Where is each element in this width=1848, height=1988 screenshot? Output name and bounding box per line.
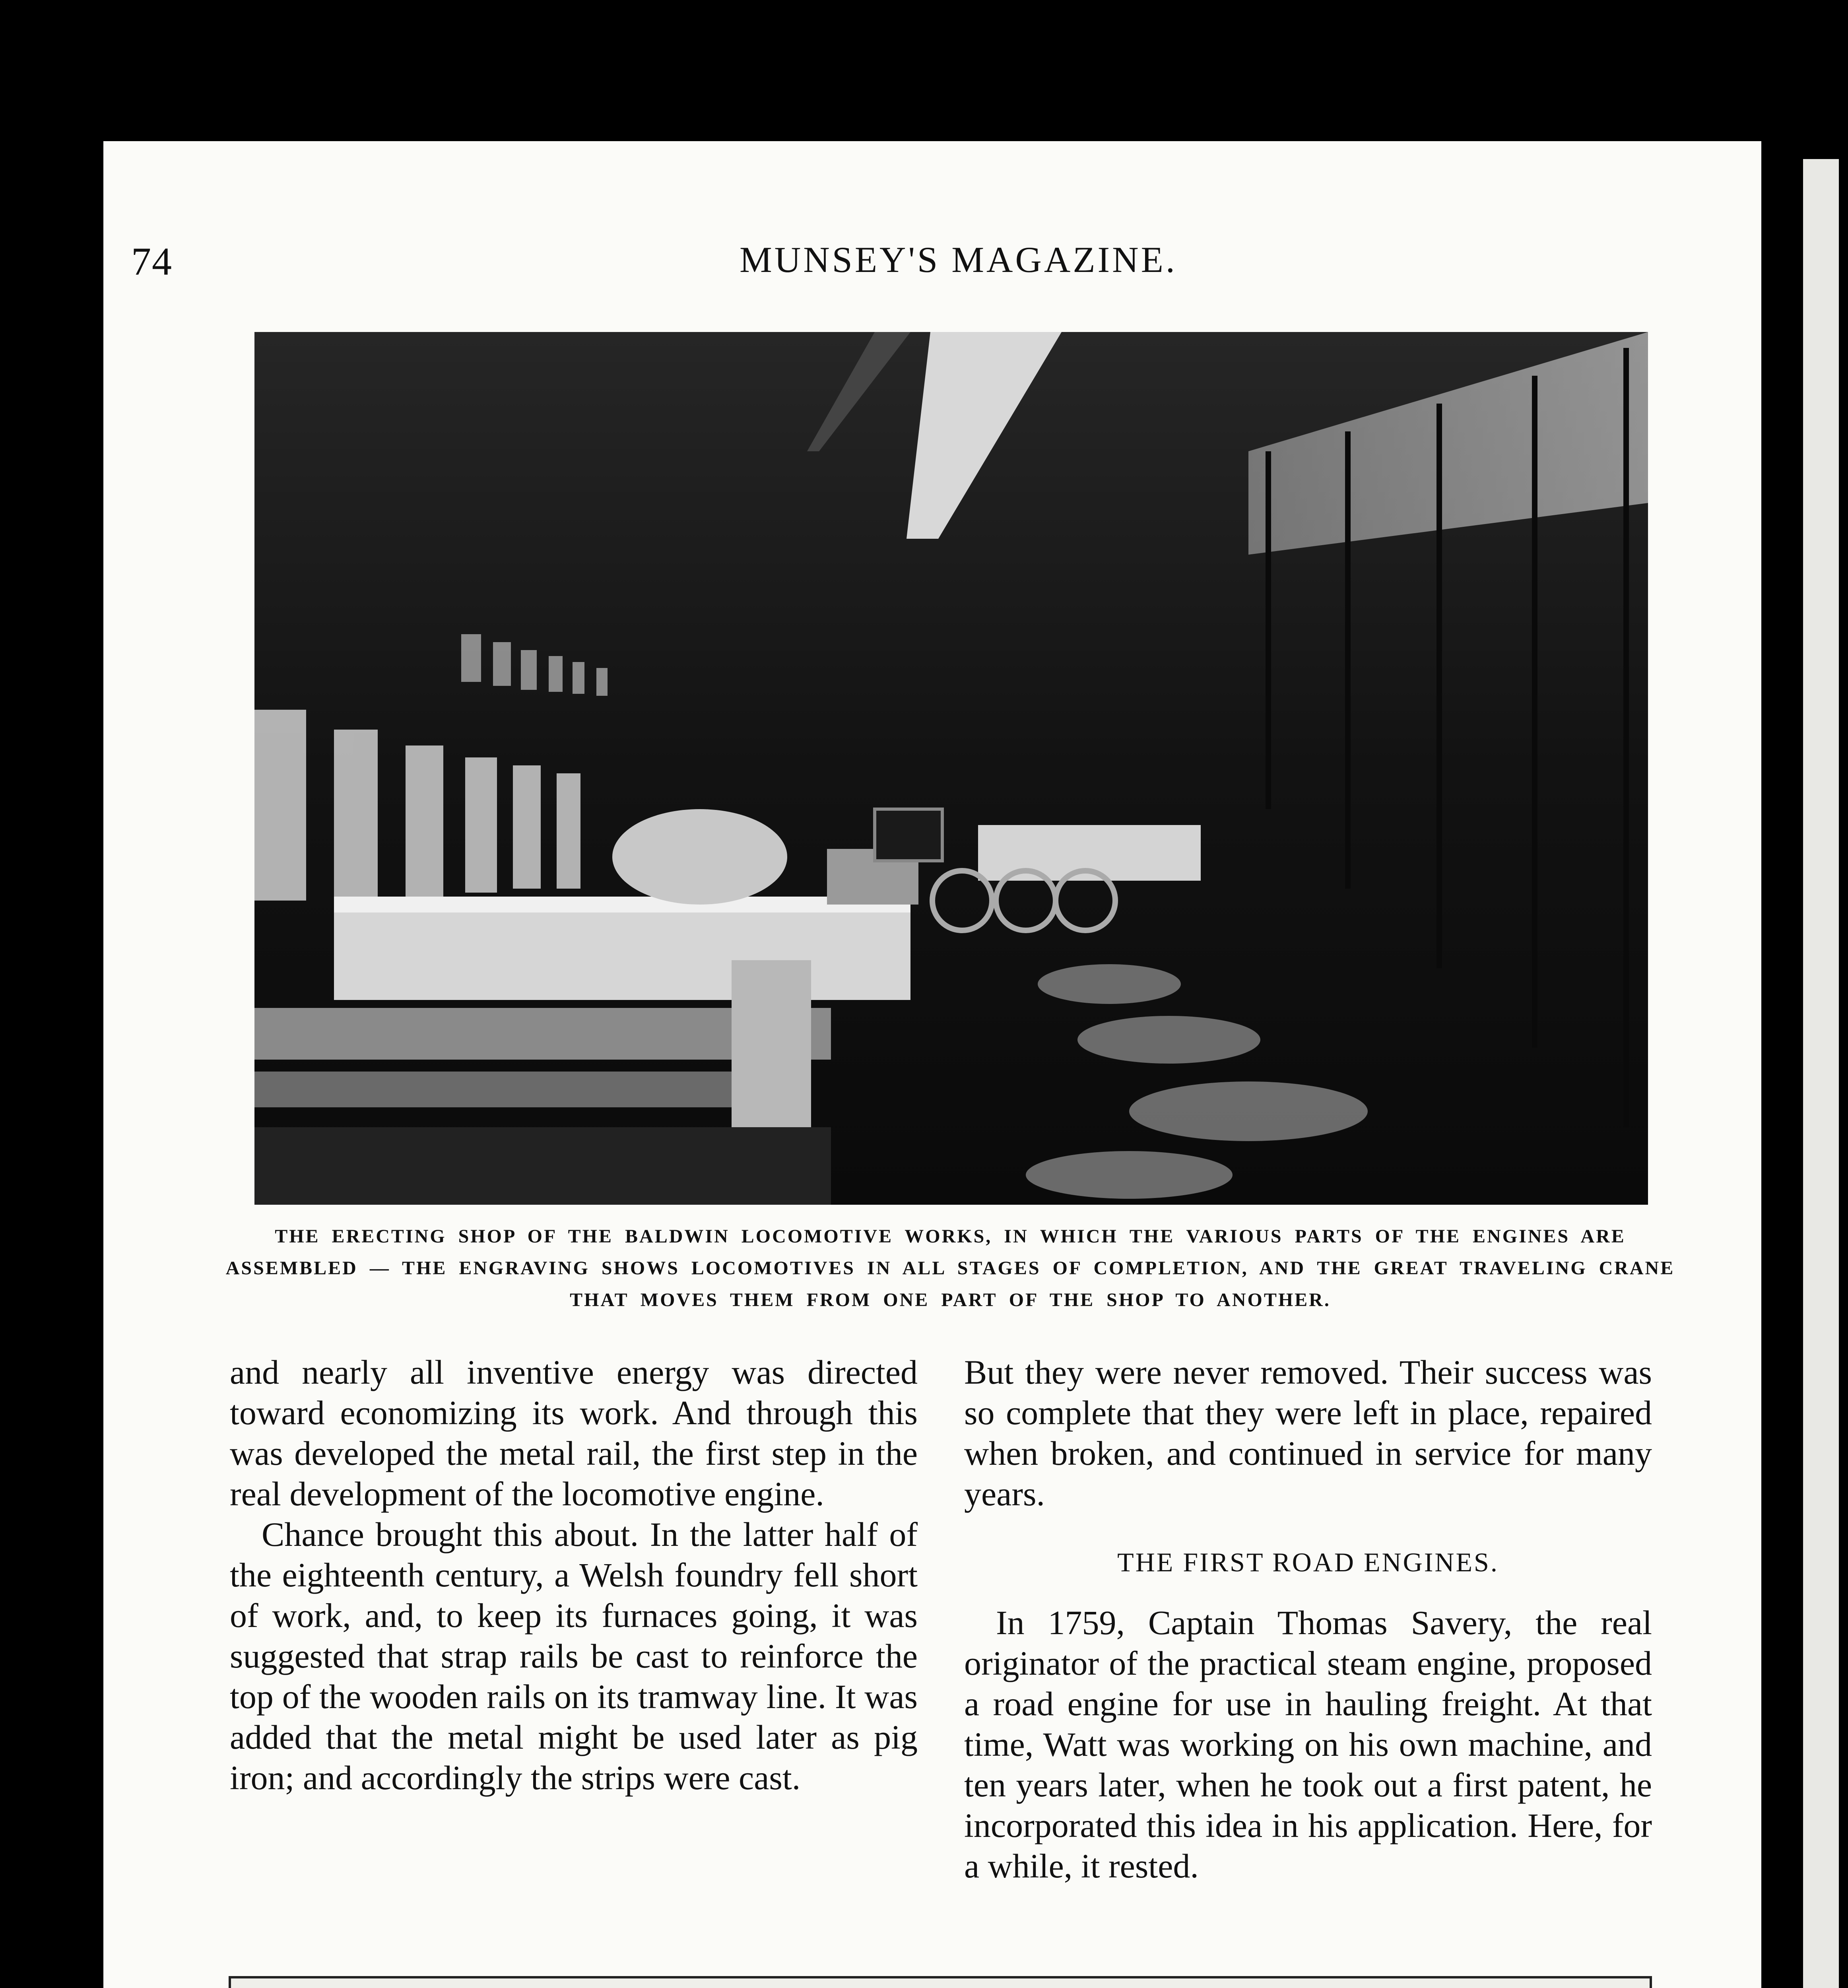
paragraph: Chance brought this about. In the latter half of the eighteenth century, a Welsh foundry fell short of work, and, to keep its furnaces going, it was suggested that strap rails be cast to reinforce the top of the wooden rails on its tramway line. It was added that the metal might be used later as pig iron; and accordingly the strips were cast.: [230, 1515, 918, 1797]
paragraph: In 1759, Captain Thomas Savery, the real originator of the practical steam engine, proposed a road engine for use in hauling freight. At that time, Watt was working on his own machine, and ten years later, when he took out a first patent, he incorporated this idea in his application. Here, for a while, it rested.: [964, 1604, 1652, 1885]
running-title: MUNSEY'S MAGAZINE.: [740, 239, 1177, 280]
text-column-right: [964, 1352, 1652, 1886]
paragraph: But they were never removed. Their success was so complete that they were left in place, repaired when broken, and continued in service for many years.: [964, 1353, 1652, 1513]
text-column-left: [230, 1352, 918, 1798]
next-page-edge: [1803, 159, 1839, 1988]
erecting-shop-photo: [254, 332, 1648, 1205]
paragraph: and nearly all inventive energy was directed toward economizing its work. And through this was developed the metal rail, the first step in the real development of the locomotive engine.: [230, 1353, 918, 1513]
page-number: 74: [131, 239, 173, 283]
section-subheading: THE FIRST ROAD ENGINES.: [1117, 1547, 1499, 1577]
locomotive-photo: [229, 1976, 1652, 1988]
top-figure-caption: THE ERECTING SHOP OF THE BALDWIN LOCOMOTIVE WORKS, IN WHICH THE VARIOUS PARTS OF THE ENGINES ARE ASSEMBLED — THE ENGRAVING SHOWS LOCOMOTIVES IN ALL STAGES OF COMPLETION, AND THE GREAT TRAVELING CRANE THAT MOVES THEM FROM ONE PART OF THE SHOP TO ANOTHER.: [225, 1226, 1675, 1310]
